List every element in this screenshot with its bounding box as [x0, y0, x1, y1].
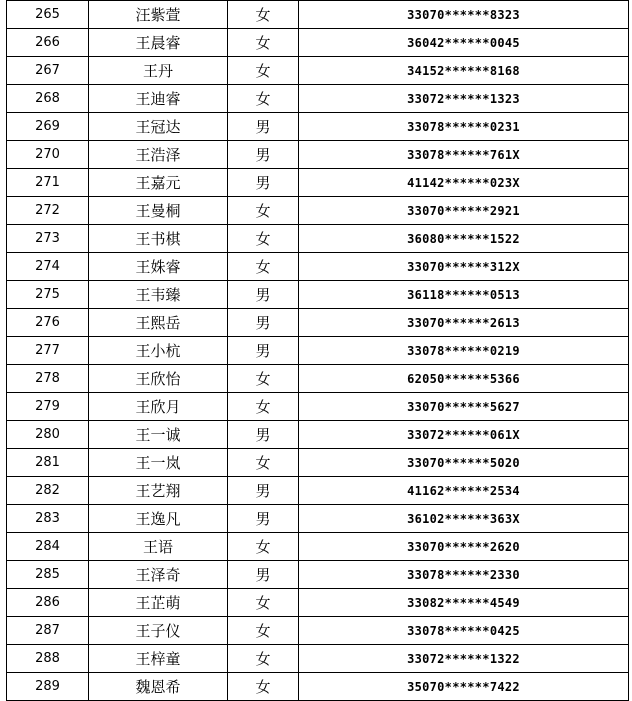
table-row [7, 673, 629, 701]
table-row [7, 449, 629, 477]
gender-cell: 女 [228, 29, 299, 57]
id-number-cell: 33078******2330 [299, 561, 629, 589]
table-row [7, 1, 629, 29]
id-number-cell: 33070******312X [299, 253, 629, 281]
student-roster-table [6, 0, 629, 701]
gender-cell: 男 [228, 337, 299, 365]
table-row [7, 85, 629, 113]
table-row [7, 253, 629, 281]
id-number-cell: 41162******2534 [299, 477, 629, 505]
gender-cell: 男 [228, 281, 299, 309]
gender-cell: 女 [228, 197, 299, 225]
student-name-cell: 王梓童 [89, 645, 228, 673]
row-number-cell: 272 [7, 197, 89, 225]
student-name-cell: 王姝睿 [89, 253, 228, 281]
student-name-cell: 王欣怡 [89, 365, 228, 393]
gender-cell: 男 [228, 309, 299, 337]
table-row [7, 393, 629, 421]
id-number-cell: 33070******2620 [299, 533, 629, 561]
row-number-cell: 276 [7, 309, 89, 337]
table-row [7, 141, 629, 169]
student-name-cell: 王冠达 [89, 113, 228, 141]
id-number-cell: 33072******1323 [299, 85, 629, 113]
gender-cell: 男 [228, 505, 299, 533]
table-row [7, 225, 629, 253]
row-number-cell: 271 [7, 169, 89, 197]
student-name-cell: 王小杭 [89, 337, 228, 365]
id-number-cell: 33072******061X [299, 421, 629, 449]
row-number-cell: 277 [7, 337, 89, 365]
table-row [7, 57, 629, 85]
gender-cell: 男 [228, 421, 299, 449]
row-number-cell: 283 [7, 505, 89, 533]
id-number-cell: 33070******2921 [299, 197, 629, 225]
row-number-cell: 288 [7, 645, 89, 673]
row-number-cell: 280 [7, 421, 89, 449]
id-number-cell: 36042******0045 [299, 29, 629, 57]
id-number-cell: 62050******5366 [299, 365, 629, 393]
student-name-cell: 王浩泽 [89, 141, 228, 169]
table-row [7, 561, 629, 589]
id-number-cell: 34152******8168 [299, 57, 629, 85]
gender-cell: 男 [228, 141, 299, 169]
gender-cell: 男 [228, 561, 299, 589]
id-number-cell: 33070******2613 [299, 309, 629, 337]
row-number-cell: 287 [7, 617, 89, 645]
table-row [7, 505, 629, 533]
row-number-cell: 273 [7, 225, 89, 253]
id-number-cell: 33078******0231 [299, 113, 629, 141]
gender-cell: 女 [228, 617, 299, 645]
table-row [7, 617, 629, 645]
row-number-cell: 269 [7, 113, 89, 141]
row-number-cell: 266 [7, 29, 89, 57]
gender-cell: 女 [228, 365, 299, 393]
table-row [7, 113, 629, 141]
gender-cell: 女 [228, 589, 299, 617]
gender-cell: 女 [228, 1, 299, 29]
student-name-cell: 王子仪 [89, 617, 228, 645]
row-number-cell: 265 [7, 1, 89, 29]
row-number-cell: 275 [7, 281, 89, 309]
id-number-cell: 33078******761X [299, 141, 629, 169]
student-name-cell: 王艺翔 [89, 477, 228, 505]
row-number-cell: 279 [7, 393, 89, 421]
student-name-cell: 王熙岳 [89, 309, 228, 337]
table-row [7, 645, 629, 673]
table-row [7, 337, 629, 365]
row-number-cell: 285 [7, 561, 89, 589]
id-number-cell: 33078******0219 [299, 337, 629, 365]
id-number-cell: 33082******4549 [299, 589, 629, 617]
table-row [7, 197, 629, 225]
table-row [7, 533, 629, 561]
gender-cell: 女 [228, 673, 299, 701]
gender-cell: 女 [228, 85, 299, 113]
gender-cell: 女 [228, 225, 299, 253]
table-row [7, 365, 629, 393]
row-number-cell: 270 [7, 141, 89, 169]
student-name-cell: 汪紫萱 [89, 1, 228, 29]
gender-cell: 女 [228, 533, 299, 561]
student-name-cell: 王韦臻 [89, 281, 228, 309]
id-number-cell: 36102******363X [299, 505, 629, 533]
gender-cell: 男 [228, 113, 299, 141]
id-number-cell: 36080******1522 [299, 225, 629, 253]
student-name-cell: 王书棋 [89, 225, 228, 253]
table-row [7, 477, 629, 505]
id-number-cell: 33072******1322 [299, 645, 629, 673]
id-number-cell: 33078******0425 [299, 617, 629, 645]
gender-cell: 男 [228, 169, 299, 197]
table-row [7, 421, 629, 449]
student-name-cell: 王丹 [89, 57, 228, 85]
id-number-cell: 36118******0513 [299, 281, 629, 309]
id-number-cell: 33070******5627 [299, 393, 629, 421]
gender-cell: 女 [228, 645, 299, 673]
row-number-cell: 278 [7, 365, 89, 393]
student-name-cell: 王曼桐 [89, 197, 228, 225]
gender-cell: 男 [228, 477, 299, 505]
table-row [7, 29, 629, 57]
table-row [7, 589, 629, 617]
table-row [7, 281, 629, 309]
id-number-cell: 33070******5020 [299, 449, 629, 477]
table-row [7, 169, 629, 197]
student-name-cell: 王芷萌 [89, 589, 228, 617]
gender-cell: 女 [228, 393, 299, 421]
student-name-cell: 王一岚 [89, 449, 228, 477]
student-name-cell: 王泽奇 [89, 561, 228, 589]
gender-cell: 女 [228, 449, 299, 477]
row-number-cell: 289 [7, 673, 89, 701]
student-name-cell: 王一诚 [89, 421, 228, 449]
id-number-cell: 41142******023X [299, 169, 629, 197]
student-name-cell: 王欣月 [89, 393, 228, 421]
gender-cell: 女 [228, 57, 299, 85]
student-name-cell: 王迪睿 [89, 85, 228, 113]
roster-body [7, 1, 629, 701]
id-number-cell: 35070******7422 [299, 673, 629, 701]
student-name-cell: 王语 [89, 533, 228, 561]
row-number-cell: 274 [7, 253, 89, 281]
student-name-cell: 王逸凡 [89, 505, 228, 533]
table-row [7, 309, 629, 337]
student-name-cell: 王嘉元 [89, 169, 228, 197]
row-number-cell: 267 [7, 57, 89, 85]
row-number-cell: 268 [7, 85, 89, 113]
row-number-cell: 282 [7, 477, 89, 505]
student-name-cell: 王晨睿 [89, 29, 228, 57]
row-number-cell: 284 [7, 533, 89, 561]
row-number-cell: 286 [7, 589, 89, 617]
row-number-cell: 281 [7, 449, 89, 477]
gender-cell: 女 [228, 253, 299, 281]
student-name-cell: 魏恩希 [89, 673, 228, 701]
id-number-cell: 33070******8323 [299, 1, 629, 29]
